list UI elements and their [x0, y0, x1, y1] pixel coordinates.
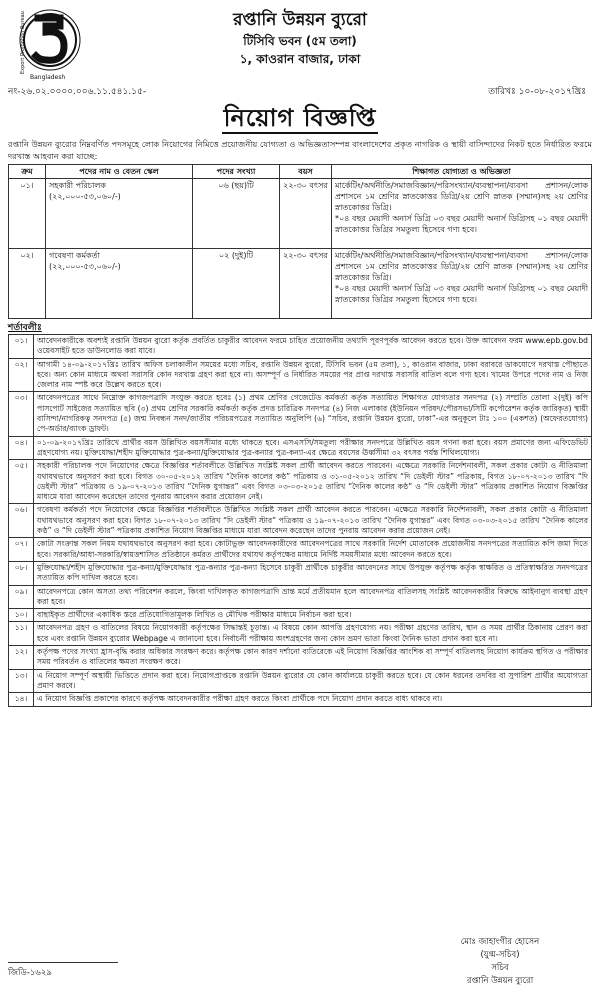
org-building: টিসিবি ভবন (৫ম তলা) [243, 34, 357, 48]
post-count: ০২ (দুই)টি [193, 249, 280, 319]
footer-code: জিডি-১৬২৯ [8, 968, 52, 978]
condition-number: ০২। [9, 358, 34, 392]
condition-row [9, 504, 592, 538]
signatory-role: সচিব [491, 963, 509, 973]
post-name: সহকারী পরিচালক [49, 181, 106, 190]
post-qualification-note: *০৪ বছর মেয়াদী অনার্স ডিগ্রি ০৩ বছর মেয়াদী অনার্স ডিগ্রিসহ ০১ বছর মেয়াদী স্নাতকোত্তর ডিগ্রির সমতুল্য হিসেবে গণ্য হবে। [335, 214, 588, 234]
signatory-org: রপ্তানি উন্নয়ন ব্যুরো [466, 976, 534, 986]
condition-text: বাছাইকৃত প্রার্থীদের একাধিক স্তরে প্রতিযোগিতামূলক লিখিত ও মৌখিক পরীক্ষার মাধ্যমে নির্বাচন করা হবে। [34, 609, 592, 622]
table-row [9, 249, 592, 319]
post-qualification-note: *০৪ বছর মেয়াদী অনার্স ডিগ্রি ০৩ বছর মেয়াদী অনার্স ডিগ্রিসহ ০১ বছর মেয়াদী স্নাতকোত্তর ডিগ্রির সমতুল্য হিসেবে গণ্য হবে। [335, 284, 588, 304]
col-qualification: শিক্ষাগত যোগ্যতা ও অভিজ্ঞতা [332, 165, 592, 179]
condition-text: আবেদনপত্রের সাথে নিম্নোক্ত কাগজপত্রাদি সংযুক্ত করতে হবেঃ (১) প্রথম শ্রেণির গেজেটেড কর্মকর্তা কর্তৃক সত্যায়িত শিক্ষাগত যোগ্যতার সনদপত্র (২) সম্প্রতি তোলা ২(দুই) কপি পাসপোর্ট সাইজের সত্যায়িত ছবি (৩) প্রথম শ্রেণির সরকারি কর্মকর্তা কর্তৃক প্রদত্ত চারিত্রিক সনদপত্র (৪) নিজ এলাকার (ইউনিয়ন পরিষদ/পৌরসভা/সিটি কর্পোরেশন কর্তৃক জারিকৃত) স্থায়ী বাসিন্দা/নাগরিকত্ব সনদপত্র (৫) জন্ম নিবন্ধন সনদ/জাতীয় পরিচয়পত্রের সত্যায়িত অনুলিপি (৬) “সচিব, রপ্তানি উন্নয়ন ব্যুরো, ঢাকা”-এর অনুকূলে টাঃ ১০০ (একশত) (অফেরতযোগ্য) পে-অর্ডার/ব্যাংক ড্রাফট। [34, 392, 592, 436]
posts-table [8, 164, 592, 319]
condition-number: ১৩। [9, 669, 34, 693]
condition-number: ০৯। [9, 585, 34, 609]
condition-number: ০৪। [9, 436, 34, 460]
condition-text: আবেদনপত্র গ্রহণ ও বাতিলের বিষয়ে নিয়োগকারী কর্তৃপক্ষের সিদ্ধান্তই চূড়ান্ত। এ বিষয়ে কোন আপত্তি গ্রহণযোগ্য নয়। পরীক্ষা গ্রহণের তারিখ, স্থান ও সময় প্রার্থীর ঠিকানায় প্রেরণ করা হবে এবং রপ্তানি উন্নয়ন ব্যুরোর Webpage এ জানানো হবে। নির্বাচনী পরীক্ষায় অংশগ্রহণের জন্য কোন ভ্রমণ ভাতা কিংবা দৈনিক ভাতা প্রদান করা হবে না। [34, 622, 592, 646]
post-qualification: মার্কেটিং/অর্থনীতি/সমাজবিজ্ঞান/পরিসংখ্যান/ব্যবস্থাপনা/ব্যবসা প্রশাসন/লোক প্রশাসনে ১ম শ্রেণির স্নাতকোত্তর ডিগ্রি/২য় শ্রেণি স্নাতক (সম্মান)সহ ২য় শ্রেণির স্নাতকোত্তর ডিগ্রি। [335, 181, 588, 212]
condition-row [9, 646, 592, 670]
condition-row [9, 585, 592, 609]
condition-text: এ নিয়োগ বিজ্ঞপ্তি প্রকাশের কারণে কর্তৃপক্ষ আবেদনকারীর পরীক্ষা গ্রহণ করতে কিংবা প্রার্থীকে পদে নিয়োগ প্রদান করতে বাধ্য থাকবে না। [34, 693, 592, 706]
condition-row [9, 358, 592, 392]
condition-text: গবেষণা কর্মকর্তা পদে নিয়োগের ক্ষেত্রে বিজ্ঞপ্তির শর্তাবলীতে উল্লিখিত সংশ্লিষ্ট সকল প্রার্থী আবেদন করতে পারবেন। এক্ষেত্রে সরকারি নির্দেশনাবলী, সকল প্রকার কোটা ও নীতিমালা যথাযথভাবে অনুসরণ করা হবে। বিগত ১৮-০৭-২০১৩ তারিখ “দি ডেইলী স্টার” পত্রিকায় ও ১৯-০৭-২০১৩ তারিখ “দৈনিক যুগান্তর” এবং বিগত ০৩-০৩-২০১৫ তারিখ “দৈনিক কালের কণ্ঠ” ও “দি ডেইলী স্টার” পত্রিকায় প্রকাশিত নিয়োগ বিজ্ঞপ্তির মাধ্যমে যারা আবেদন করেছেন তাদের পুনরায় আবেদন করার প্রয়োজন নেই। [34, 504, 592, 538]
post-age: ২২-৩০ বৎসর [280, 179, 332, 249]
post-count: ০৬ (ছয়)টি [193, 179, 280, 249]
condition-number: ১০। [9, 609, 34, 622]
condition-number: ০৭। [9, 538, 34, 562]
condition-text: কর্তৃপক্ষ পদের সংখ্যা হ্রাস-বৃদ্ধি করার অধিকার সংরক্ষণ করে। কর্তৃপক্ষ কোন কারণ দর্শানো ব্যতিরেকে এই নিয়োগ বিজ্ঞপ্তির আংশিক বা সম্পূর্ণ বাতিলসহ নিয়োগ কার্যক্রম স্থগিত ও পরীক্ষার সময় পরিবর্তন ও বাতিলের ক্ষমতা সংরক্ষণ করে। [34, 646, 592, 670]
post-serial: ০১। [9, 179, 46, 249]
col-age: বয়স [280, 165, 332, 179]
epb-logo [12, 6, 82, 84]
col-post-name: পদের নাম ও বেতন স্কেল [46, 165, 193, 179]
condition-text: মুক্তিযোদ্ধা/শহীদ মুক্তিযোদ্ধার পুত্র-কন্যা/মুক্তিযোদ্ধার পুত্র-কন্যার পুত্র-কন্যা হিসেবে চাকুরী প্রার্থীকে চাকুরীর আবেদনের সাথে উপযুক্ত কর্তৃপক্ষ কর্তৃক স্বাক্ষরিত ও প্রতিস্বাক্ষরিত সনদপত্রের সত্যায়িত কপি দাখিল করতে হবে। [34, 561, 592, 585]
signatory-designation: (যুগ্ম-সচিব) [480, 950, 520, 960]
post-qualification-cell [332, 179, 592, 249]
conditions-title: শর্তাবলীঃ [8, 323, 42, 333]
org-name: রপ্তানি উন্নয়ন ব্যুরো [233, 10, 367, 30]
condition-number: ০৬। [9, 504, 34, 538]
footer-divider [8, 962, 118, 963]
table-row [9, 179, 592, 249]
condition-row [9, 561, 592, 585]
condition-text: সহকারী পরিচালক পদে নিয়োগের ক্ষেত্রে বিজ্ঞপ্তির শর্তাবলীতে উল্লিখিত সংশ্লিষ্ট সকল প্রার্থী আবেদন করতে পারবেন। এক্ষেত্রে সরকারি নির্দেশনাবলী, সকল প্রকার কোটা ও নীতিমালা যথাযথভাবে অনুসরণ করা হবে। বিগত ৩০-০৫-২০১২ তারিখ “দৈনিক কালের কণ্ঠ” পত্রিকায় ও ৩১-০৫-২০১২ তারিখ “দি ডেইলী স্টার” পত্রিকায়, বিগত ১৮-০৭-২০১৩ তারিখ “দি ডেইলী স্টার” পত্রিকায় ও ১৯-০৭-২০১৩ তারিখ “দৈনিক যুগান্তর” এবং বিগত ০৩-০৩-২০১৫ তারিখ “দৈনিক কালের কণ্ঠ” ও “দি ডেইলী স্টার” পত্রিকায় প্রকাশিত নিয়োগ বিজ্ঞপ্তির মাধ্যমে যারা আবেদন করেছেন তাদের পুনরায় আবেদন করার প্রয়োজন নেই। [34, 460, 592, 504]
notice-date: তারিখঃ ১০-০৮-২০১৭খ্রিঃ [488, 87, 586, 97]
logo-country: Bangladesh [30, 74, 66, 81]
post-qualification-cell [332, 249, 592, 319]
condition-row [9, 335, 592, 359]
col-post-count: পদের সংখ্যা [193, 165, 280, 179]
condition-row [9, 609, 592, 622]
signatory-name: মোঃ জাহাংগীর হোসেন [460, 937, 540, 947]
condition-number: ০৩। [9, 392, 34, 436]
post-scale: (২২,০০০-৫৩,০৬০/-) [49, 192, 121, 201]
org-address: ১, কাওরান বাজার, ঢাকা [239, 52, 361, 66]
condition-text: কোটা সংক্রান্ত সকল নিয়ম যথাযথভাবে অনুসরণ করা হবে। কোটাভুক্ত আবেদনকারীদের আবেদনপত্রের সাথে সরকারি নির্দেশ মোতাবেক প্রয়োজনীয় সনদপত্রের সত্যায়িত কপি জমা দিতে হবে। সরকারি/আধা-সরকারি/স্বায়ত্তশাসিত প্রতিষ্ঠানে কর্মরত প্রার্থীদের যথাযথ কর্তৃপক্ষের মাধ্যমে নির্দিষ্ট সময়সীমার মধ্যে আবেদন করতে হবে। [34, 538, 592, 562]
condition-text: আগামী ১৪-০৯-২০১৭খ্রিঃ তারিখ অফিস চলাকালীন সময়ের মধ্যে সচিব, রপ্তানি উন্নয়ন ব্যুরো, টিসিবি ভবন (৫ম তলা), ১, কাওরান বাজার, ঢাকা বরাবরে ডাকযোগে দরখাস্ত পৌছাতে হবে। অন্য কোন মাধ্যমে অথবা সরাসরি কোন দরখাস্ত গ্রহণ করা হবে না। অসম্পূর্ণ ও নির্ধারিত সময়ের পর প্রাপ্ত দরখাস্ত সরাসরি বাতিল বলে গণ্য হবে। খামের উপরে পদের নাম ও নিজ জেলার নাম স্পষ্ট করে উল্লেখ করতে হবে। [34, 358, 592, 392]
condition-row [9, 392, 592, 436]
post-age: ২২-৩০ বৎসর [280, 249, 332, 319]
condition-row [9, 538, 592, 562]
posts-table-header [9, 165, 592, 179]
post-name-cell [46, 249, 193, 319]
condition-number: ১১। [9, 622, 34, 646]
condition-row [9, 669, 592, 693]
col-serial: ক্রম [9, 165, 46, 179]
condition-number: ১৪। [9, 693, 34, 706]
condition-row [9, 693, 592, 706]
post-name-cell [46, 179, 193, 249]
condition-text: আবেদনকারীকে অবশ্যই রপ্তানি উন্নয়ন ব্যুরো কর্তৃক প্রবর্তিত চাকুরীর আবেদন ফরমে চাহিত প্রয়োজনীয় তথ্যাদি পূরণপূর্বক আবেদন করতে হবে। উক্ত আবেদন ফরম www.epb.gov.bd ওয়েবসাইট হতে ডাউনলোড করা যাবে। [34, 335, 592, 359]
notice-title-text: নিয়োগ বিজ্ঞপ্তি [223, 104, 377, 132]
condition-row [9, 622, 592, 646]
post-serial: ০২। [9, 249, 46, 319]
condition-number: ১২। [9, 646, 34, 670]
post-scale: (২২,০০০-৫৩,০৬০/-) [49, 262, 121, 271]
condition-number: ০১। [9, 335, 34, 359]
post-qualification: মার্কেটিং/অর্থনীতি/সমাজবিজ্ঞান/পরিসংখ্যান/ব্যবস্থাপনা/ব্যবসা প্রশাসন/লোক প্রশাসনে ১ম শ্রেণির স্নাতকোত্তর ডিগ্রি/২য় শ্রেণি স্নাতক (সম্মান)সহ ২য় শ্রেণির স্নাতকোত্তর ডিগ্রি। [335, 251, 588, 282]
post-name: গবেষণা কর্মকর্তা [49, 251, 100, 260]
condition-row [9, 460, 592, 504]
condition-text: আবেদনপত্রে কোন অসত্য তথ্য পরিবেশন করলে, কিংবা দাখিলকৃত কাগজপত্রাদি ভ্রান্ত মর্মে প্রতীয়মান হলে আবেদনপত্র বাতিলসহ সংশ্লিষ্ট আবেদনকারীর বিরুদ্ধে আইনানুগ ব্যবস্থা গ্রহণ করা হবে। [34, 585, 592, 609]
notice-title [0, 100, 600, 140]
org-header [150, 8, 450, 68]
condition-number: ০৫। [9, 460, 34, 504]
condition-text: এ নিয়োগ সম্পূর্ণ অস্থায়ী ভিত্তিতে প্রদান করা হবে। নিয়োগপ্রাপ্তকে রপ্তানি উন্নয়ন ব্যুরোর যে কোন কার্যালয়ে চাকুরী করতে হবে। যে কোন ধরনের তদবির বা সুপারিশ প্রার্থীর অযোগ্যতা প্রমাণ করবে। [34, 669, 592, 693]
condition-number: ০৮। [9, 561, 34, 585]
logo-text: Export Promotion Bureau [20, 11, 26, 74]
memo-number: নং-২৬.০২.০০০০.০০৬.১১.৫৪১.১৫- [8, 87, 147, 97]
condition-row [9, 436, 592, 460]
condition-text: ০১-০৯-২০১৭খ্রিঃ তারিখে প্রার্থীর বয়স উল্লিখিত বয়সসীমার মধ্যে থাকতে হবে। এসএসসি/সমতুল্য পরীক্ষার সনদপত্রে উল্লিখিত বয়স গণনা করা হবে। বয়স প্রমাণের জন্য এফিডেভিট গ্রহণযোগ্য নয়। মুক্তিযোদ্ধা/শহীদ মুক্তিযোদ্ধার পুত্র-কন্যা/মুক্তিযোদ্ধার পুত্র-কন্যার পুত্র-কন্যা-এর ক্ষেত্রে বয়সের ঊর্ধ্বসীমা ৩২ বৎসর পর্যন্ত শিথিলযোগ্য। [34, 436, 592, 460]
conditions-table [8, 334, 592, 707]
signature-block [410, 936, 590, 988]
intro-paragraph: রপ্তানি উন্নয়ন ব্যুরোর নিম্নবর্ণিত পদসমূহে লোক নিয়োগের নিমিত্তে প্রয়োজনীয় যোগ্যতা ও অভিজ্ঞতাসম্পন্ন বাংলাদেশের প্রকৃত নাগরিক ও স্থায়ী বাসিন্দাদের নিকট হতে নির্ধারিত ফরমে দরখাস্ত আহবান করা যাচ্ছে: [8, 139, 592, 161]
